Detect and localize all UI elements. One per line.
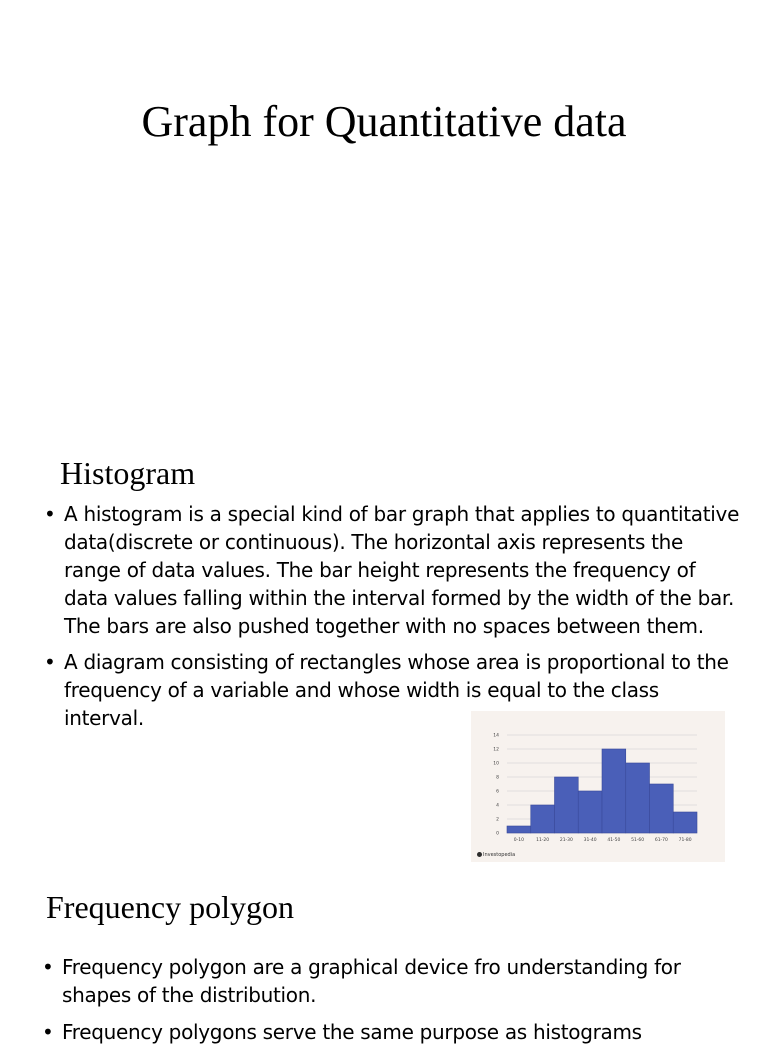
y-tick-label-5: 10 [493,761,499,767]
histogram-bar-0 [507,826,531,833]
y-tick-label-1: 2 [496,817,499,823]
slide-title: Graph for Quantitative data [141,97,627,146]
histogram-chart-svg [471,711,725,862]
histogram-bar-2 [555,777,579,833]
histogram-bar-5 [626,763,650,833]
frequency-bullet-1: • Frequency polygon are a graphical device fro understanding for shapes of the distribution. [42,953,742,1009]
histogram-bar-1 [531,805,555,833]
x-tick-label-2: 21-30 [559,838,573,843]
y-tick-label-0: 0 [496,831,499,837]
frequency-bullet-list [42,953,742,1046]
source-logo-icon [477,852,482,857]
chart-source-credit [477,852,515,858]
chart-source-label: Investopedia [483,852,516,858]
x-tick-label-3: 31-40 [583,838,597,843]
x-tick-label-1: 11-20 [536,838,550,843]
y-tick-label-4: 8 [496,775,499,781]
x-tick-label-0: 0-10 [513,838,524,843]
histogram-heading: Histogram [60,455,196,491]
x-tick-label-5: 51-60 [631,838,645,843]
histogram-bar-6 [650,784,674,833]
histogram-bullet-1: • A histogram is a special kind of bar graph that applies to quantitative data(discrete or continuous). The horizontal axis represents the range of data values. The bar height represents the frequency of data values falling within the interval formed by the width of the bar. The bars are also pushed together with no spaces between them. [44,500,744,640]
histogram-chart [471,711,725,862]
histogram-bar-3 [578,791,602,833]
y-tick-label-7: 14 [493,733,499,739]
histogram-bar-7 [673,812,697,833]
histogram-bullet-2: • A diagram consisting of rectangles whose area is proportional to the frequency of a variable and whose width is equal to the class interval. [44,648,744,732]
histogram-bullet-list [44,500,744,732]
x-tick-label-4: 41-50 [607,838,621,843]
histogram-bar-4 [602,749,626,833]
x-tick-label-6: 61-70 [654,838,668,843]
y-tick-label-2: 4 [496,803,499,809]
frequency-bullet-2: • Frequency polygons serve the same purpose as histograms [42,1018,742,1046]
x-tick-label-7: 71-80 [678,838,692,843]
frequency-polygon-heading: Frequency polygon [46,889,294,925]
y-tick-label-3: 6 [496,789,499,795]
y-tick-label-6: 12 [493,747,499,753]
